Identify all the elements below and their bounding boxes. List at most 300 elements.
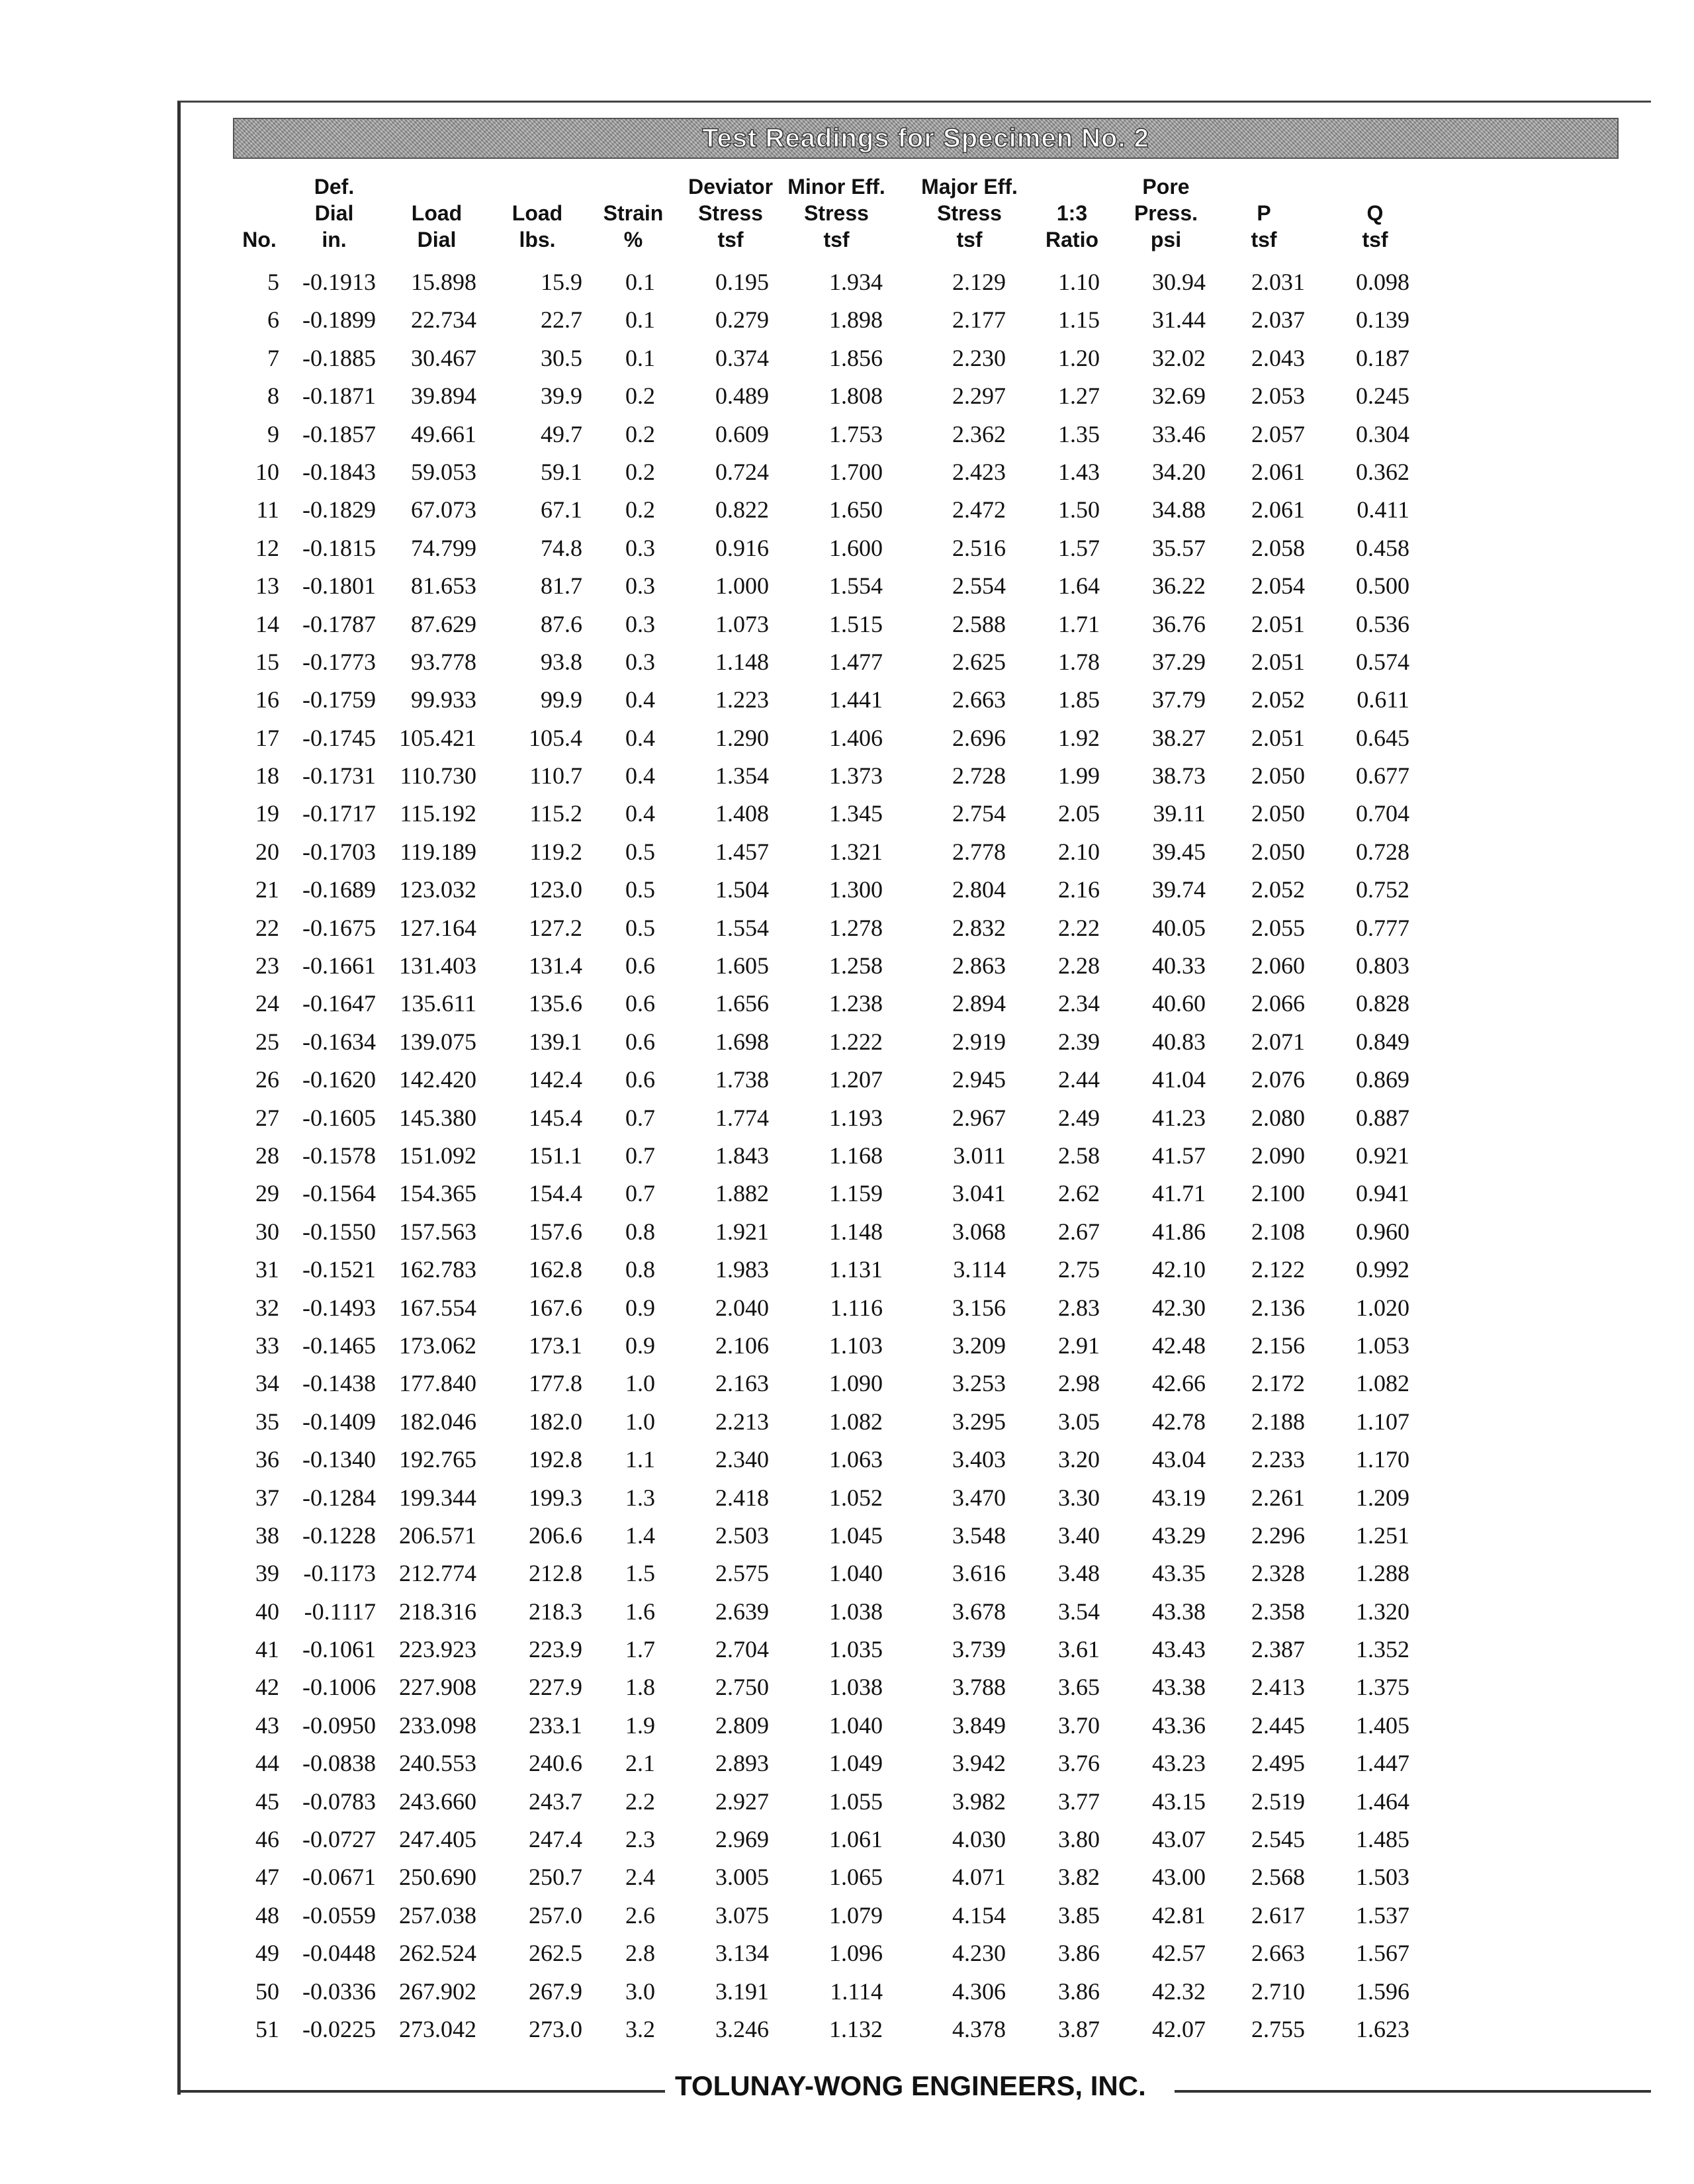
cell-load-lbs: 67.1 bbox=[541, 496, 582, 523]
table-row bbox=[0, 1023, 1694, 1061]
cell-minor-eff-stress: 1.300 bbox=[829, 876, 883, 903]
cell-pore-press: 39.45 bbox=[1152, 838, 1206, 865]
cell-load-dial: 218.316 bbox=[399, 1598, 476, 1625]
cell-def-dial: -0.0559 bbox=[302, 1901, 376, 1929]
column-header-line: Def. bbox=[314, 175, 355, 199]
cell-load-lbs: 127.2 bbox=[529, 914, 582, 941]
cell-pore-press: 37.79 bbox=[1152, 686, 1206, 713]
cell-ratio: 2.67 bbox=[1058, 1218, 1100, 1245]
cell-load-lbs: 267.9 bbox=[529, 1978, 582, 2005]
cell-pore-press: 31.44 bbox=[1152, 306, 1206, 334]
cell-q: 1.251 bbox=[1356, 1522, 1409, 1549]
cell-q: 1.537 bbox=[1356, 1901, 1409, 1929]
column-header-line: tsf bbox=[823, 228, 850, 251]
cell-strain: 2.6 bbox=[625, 1901, 655, 1929]
table-row bbox=[0, 416, 1694, 453]
cell-load-lbs: 273.0 bbox=[529, 2015, 582, 2042]
cell-q: 0.921 bbox=[1356, 1142, 1409, 1169]
cell-ratio: 2.16 bbox=[1058, 876, 1100, 903]
cell-pore-press: 43.36 bbox=[1152, 1711, 1206, 1739]
cell-no: 33 bbox=[255, 1332, 279, 1359]
cell-no: 15 bbox=[255, 648, 279, 675]
column-header-line: in. bbox=[322, 228, 347, 251]
table-row bbox=[0, 2011, 1694, 2048]
cell-strain: 1.4 bbox=[625, 1522, 655, 1549]
cell-def-dial: -0.1493 bbox=[302, 1294, 376, 1321]
cell-q: 0.828 bbox=[1356, 990, 1409, 1017]
cell-major-eff-stress: 3.678 bbox=[952, 1598, 1006, 1625]
cell-minor-eff-stress: 1.038 bbox=[829, 1598, 883, 1625]
column-header-line: tsf bbox=[717, 228, 744, 251]
cell-load-dial: 227.908 bbox=[399, 1674, 476, 1701]
cell-p: 2.051 bbox=[1251, 724, 1305, 751]
table-row bbox=[0, 643, 1694, 681]
cell-pore-press: 42.78 bbox=[1152, 1408, 1206, 1435]
cell-minor-eff-stress: 1.096 bbox=[829, 1940, 883, 1967]
cell-deviator-stress: 2.040 bbox=[715, 1294, 769, 1321]
cell-p: 2.090 bbox=[1251, 1142, 1305, 1169]
cell-load-dial: 267.902 bbox=[399, 1978, 476, 2005]
cell-minor-eff-stress: 1.049 bbox=[829, 1750, 883, 1777]
cell-strain: 0.7 bbox=[625, 1180, 655, 1207]
cell-deviator-stress: 2.704 bbox=[715, 1636, 769, 1663]
cell-pore-press: 40.05 bbox=[1152, 914, 1206, 941]
cell-ratio: 1.99 bbox=[1058, 762, 1100, 790]
cell-major-eff-stress: 3.616 bbox=[952, 1560, 1006, 1587]
cell-major-eff-stress: 3.739 bbox=[952, 1636, 1006, 1663]
cell-major-eff-stress: 2.894 bbox=[952, 990, 1006, 1017]
cell-def-dial: -0.1634 bbox=[302, 1028, 376, 1055]
cell-ratio: 1.50 bbox=[1058, 496, 1100, 523]
cell-no: 21 bbox=[255, 876, 279, 903]
cell-p: 2.445 bbox=[1251, 1711, 1305, 1739]
table-row bbox=[0, 1707, 1694, 1745]
cell-strain: 0.5 bbox=[625, 838, 655, 865]
cell-ratio: 1.57 bbox=[1058, 534, 1100, 561]
cell-deviator-stress: 3.246 bbox=[715, 2015, 769, 2042]
cell-no: 45 bbox=[255, 1788, 279, 1815]
cell-no: 43 bbox=[255, 1711, 279, 1739]
cell-load-lbs: 49.7 bbox=[541, 420, 582, 447]
cell-no: 25 bbox=[255, 1028, 279, 1055]
cell-strain: 3.2 bbox=[625, 2015, 655, 2042]
cell-def-dial: -0.1117 bbox=[304, 1598, 376, 1625]
table-row bbox=[0, 1213, 1694, 1251]
cell-pore-press: 36.22 bbox=[1152, 572, 1206, 600]
column-header-line: Minor Eff. bbox=[787, 175, 885, 199]
cell-pore-press: 42.81 bbox=[1152, 1901, 1206, 1929]
cell-minor-eff-stress: 1.055 bbox=[829, 1788, 883, 1815]
cell-strain: 1.6 bbox=[625, 1598, 655, 1625]
cell-load-dial: 151.092 bbox=[399, 1142, 476, 1169]
cell-minor-eff-stress: 1.035 bbox=[829, 1636, 883, 1663]
cell-ratio: 1.15 bbox=[1058, 306, 1100, 334]
cell-major-eff-stress: 3.548 bbox=[952, 1522, 1006, 1549]
cell-def-dial: -0.1647 bbox=[302, 990, 376, 1017]
cell-minor-eff-stress: 1.052 bbox=[829, 1484, 883, 1511]
cell-major-eff-stress: 3.403 bbox=[952, 1446, 1006, 1473]
footer-rule-left bbox=[179, 2090, 665, 2093]
cell-minor-eff-stress: 1.090 bbox=[829, 1370, 883, 1397]
cell-q: 1.082 bbox=[1356, 1370, 1409, 1397]
cell-def-dial: -0.1578 bbox=[302, 1142, 376, 1169]
cell-def-dial: -0.1173 bbox=[303, 1560, 376, 1587]
cell-minor-eff-stress: 1.063 bbox=[829, 1446, 883, 1473]
column-header-line: lbs. bbox=[519, 228, 556, 251]
cell-strain: 0.5 bbox=[625, 876, 655, 903]
cell-no: 26 bbox=[255, 1066, 279, 1093]
cell-deviator-stress: 1.983 bbox=[715, 1256, 769, 1283]
cell-load-lbs: 218.3 bbox=[529, 1598, 582, 1625]
cell-load-dial: 173.062 bbox=[399, 1332, 476, 1359]
cell-deviator-stress: 1.738 bbox=[715, 1066, 769, 1093]
cell-pore-press: 39.74 bbox=[1152, 876, 1206, 903]
cell-load-lbs: 192.8 bbox=[529, 1446, 582, 1473]
cell-deviator-stress: 1.656 bbox=[715, 990, 769, 1017]
cell-major-eff-stress: 3.041 bbox=[952, 1180, 1006, 1207]
cell-q: 1.209 bbox=[1356, 1484, 1409, 1511]
cell-no: 30 bbox=[255, 1218, 279, 1245]
table-row bbox=[0, 567, 1694, 605]
column-header-line: Stress bbox=[698, 201, 763, 225]
cell-deviator-stress: 1.882 bbox=[715, 1180, 769, 1207]
cell-strain: 1.0 bbox=[625, 1408, 655, 1435]
cell-deviator-stress: 2.639 bbox=[715, 1598, 769, 1625]
cell-strain: 1.8 bbox=[625, 1674, 655, 1701]
cell-ratio: 1.92 bbox=[1058, 724, 1100, 751]
cell-q: 1.170 bbox=[1356, 1446, 1409, 1473]
cell-load-lbs: 119.2 bbox=[529, 838, 582, 865]
cell-deviator-stress: 1.921 bbox=[715, 1218, 769, 1245]
cell-major-eff-stress: 4.030 bbox=[952, 1826, 1006, 1853]
table-row bbox=[0, 529, 1694, 567]
cell-ratio: 2.05 bbox=[1058, 800, 1100, 827]
cell-deviator-stress: 0.195 bbox=[715, 269, 769, 295]
cell-q: 0.245 bbox=[1356, 383, 1409, 410]
cell-p: 2.050 bbox=[1251, 838, 1305, 865]
cell-ratio: 3.65 bbox=[1058, 1674, 1100, 1701]
table-row bbox=[0, 947, 1694, 985]
cell-pore-press: 41.57 bbox=[1152, 1142, 1206, 1169]
cell-def-dial: -0.1284 bbox=[302, 1484, 376, 1511]
cell-pore-press: 43.19 bbox=[1152, 1484, 1206, 1511]
table-row bbox=[0, 606, 1694, 643]
cell-strain: 2.3 bbox=[625, 1826, 655, 1853]
cell-deviator-stress: 1.698 bbox=[715, 1028, 769, 1055]
cell-def-dial: -0.0225 bbox=[302, 2015, 376, 2042]
cell-minor-eff-stress: 1.168 bbox=[829, 1142, 883, 1169]
cell-pore-press: 43.29 bbox=[1152, 1522, 1206, 1549]
cell-major-eff-stress: 2.919 bbox=[952, 1028, 1006, 1055]
cell-deviator-stress: 1.354 bbox=[715, 762, 769, 790]
cell-strain: 0.7 bbox=[625, 1104, 655, 1131]
cell-pore-press: 43.38 bbox=[1152, 1674, 1206, 1701]
cell-p: 2.233 bbox=[1251, 1446, 1305, 1473]
cell-ratio: 1.85 bbox=[1058, 686, 1100, 713]
cell-load-dial: 93.778 bbox=[411, 648, 476, 675]
column-header-line: Press. bbox=[1134, 201, 1198, 225]
cell-no: 19 bbox=[255, 800, 279, 827]
cell-minor-eff-stress: 1.856 bbox=[829, 344, 883, 371]
cell-ratio: 3.70 bbox=[1058, 1711, 1100, 1739]
cell-strain: 0.6 bbox=[625, 990, 655, 1017]
cell-load-dial: 105.421 bbox=[399, 724, 476, 751]
cell-pore-press: 43.15 bbox=[1152, 1788, 1206, 1815]
cell-deviator-stress: 2.106 bbox=[715, 1332, 769, 1359]
cell-ratio: 1.64 bbox=[1058, 572, 1100, 600]
cell-def-dial: -0.1521 bbox=[302, 1256, 376, 1283]
cell-load-lbs: 123.0 bbox=[529, 876, 582, 903]
cell-q: 0.098 bbox=[1356, 269, 1409, 295]
cell-ratio: 3.76 bbox=[1058, 1750, 1100, 1777]
cell-strain: 1.3 bbox=[625, 1484, 655, 1511]
cell-load-lbs: 240.6 bbox=[529, 1750, 582, 1777]
cell-def-dial: -0.1340 bbox=[302, 1446, 376, 1473]
cell-p: 2.413 bbox=[1251, 1674, 1305, 1701]
cell-pore-press: 42.07 bbox=[1152, 2015, 1206, 2042]
cell-def-dial: -0.1885 bbox=[302, 344, 376, 371]
cell-strain: 0.3 bbox=[625, 572, 655, 600]
cell-no: 7 bbox=[267, 344, 279, 371]
table-body bbox=[0, 263, 1694, 2048]
cell-load-lbs: 206.6 bbox=[529, 1522, 582, 1549]
cell-deviator-stress: 3.191 bbox=[715, 1978, 769, 2005]
cell-ratio: 3.80 bbox=[1058, 1826, 1100, 1853]
column-header-line: Dial bbox=[314, 201, 354, 225]
cell-deviator-stress: 0.609 bbox=[715, 420, 769, 447]
cell-q: 1.464 bbox=[1356, 1788, 1409, 1815]
cell-p: 2.545 bbox=[1251, 1826, 1305, 1853]
cell-no: 17 bbox=[255, 724, 279, 751]
cell-load-dial: 177.840 bbox=[399, 1370, 476, 1397]
cell-major-eff-stress: 2.863 bbox=[952, 952, 1006, 979]
cell-pore-press: 41.86 bbox=[1152, 1218, 1206, 1245]
cell-major-eff-stress: 2.728 bbox=[952, 762, 1006, 790]
cell-def-dial: -0.1801 bbox=[302, 572, 376, 600]
table-row bbox=[0, 1783, 1694, 1821]
cell-def-dial: -0.1745 bbox=[302, 724, 376, 751]
cell-pore-press: 41.71 bbox=[1152, 1180, 1206, 1207]
cell-major-eff-stress: 3.788 bbox=[952, 1674, 1006, 1701]
cell-load-dial: 87.629 bbox=[411, 610, 476, 637]
cell-pore-press: 43.35 bbox=[1152, 1560, 1206, 1587]
cell-pore-press: 35.57 bbox=[1152, 534, 1206, 561]
cell-deviator-stress: 1.000 bbox=[715, 572, 769, 600]
cell-no: 11 bbox=[256, 496, 279, 523]
cell-load-dial: 74.799 bbox=[411, 534, 476, 561]
cell-p: 2.052 bbox=[1251, 686, 1305, 713]
column-header-line: Major Eff. bbox=[921, 175, 1018, 199]
cell-ratio: 1.43 bbox=[1058, 458, 1100, 485]
cell-ratio: 3.48 bbox=[1058, 1560, 1100, 1587]
cell-p: 2.122 bbox=[1251, 1256, 1305, 1283]
cell-no: 28 bbox=[255, 1142, 279, 1169]
cell-major-eff-stress: 3.011 bbox=[953, 1142, 1006, 1169]
cell-major-eff-stress: 2.588 bbox=[952, 610, 1006, 637]
cell-def-dial: -0.1731 bbox=[302, 762, 376, 790]
cell-load-lbs: 93.8 bbox=[541, 648, 582, 675]
cell-pore-press: 40.60 bbox=[1152, 990, 1206, 1017]
cell-pore-press: 33.46 bbox=[1152, 420, 1206, 447]
cell-minor-eff-stress: 1.116 bbox=[830, 1294, 883, 1321]
cell-minor-eff-stress: 1.148 bbox=[829, 1218, 883, 1245]
cell-minor-eff-stress: 1.278 bbox=[829, 914, 883, 941]
cell-strain: 0.4 bbox=[625, 762, 655, 790]
cell-minor-eff-stress: 1.193 bbox=[829, 1104, 883, 1131]
table-title: Test Readings for Specimen No. 2 bbox=[702, 123, 1149, 153]
cell-q: 1.053 bbox=[1356, 1332, 1409, 1359]
cell-minor-eff-stress: 1.238 bbox=[829, 990, 883, 1017]
cell-load-dial: 154.365 bbox=[399, 1180, 476, 1207]
cell-pore-press: 38.27 bbox=[1152, 724, 1206, 751]
cell-q: 1.020 bbox=[1356, 1294, 1409, 1321]
cell-load-lbs: 22.7 bbox=[541, 306, 582, 334]
cell-minor-eff-stress: 1.808 bbox=[829, 383, 883, 410]
cell-load-lbs: 110.7 bbox=[529, 762, 582, 790]
cell-def-dial: -0.1787 bbox=[302, 610, 376, 637]
cell-def-dial: -0.0838 bbox=[302, 1750, 376, 1777]
cell-strain: 0.6 bbox=[625, 1028, 655, 1055]
cell-load-lbs: 115.2 bbox=[529, 800, 582, 827]
cell-minor-eff-stress: 1.045 bbox=[829, 1522, 883, 1549]
cell-load-lbs: 145.4 bbox=[529, 1104, 582, 1131]
cell-def-dial: -0.1703 bbox=[302, 838, 376, 865]
cell-minor-eff-stress: 1.040 bbox=[829, 1711, 883, 1739]
cell-p: 2.358 bbox=[1251, 1598, 1305, 1625]
cell-major-eff-stress: 4.154 bbox=[952, 1901, 1006, 1929]
cell-load-dial: 240.553 bbox=[399, 1750, 476, 1777]
cell-strain: 2.1 bbox=[625, 1750, 655, 1777]
cell-def-dial: -0.1006 bbox=[302, 1674, 376, 1701]
cell-major-eff-stress: 4.071 bbox=[952, 1864, 1006, 1891]
cell-q: 1.447 bbox=[1356, 1750, 1409, 1777]
cell-minor-eff-stress: 1.406 bbox=[829, 724, 883, 751]
cell-load-dial: 49.661 bbox=[411, 420, 476, 447]
cell-minor-eff-stress: 1.700 bbox=[829, 458, 883, 485]
cell-pore-press: 41.23 bbox=[1152, 1104, 1206, 1131]
column-header-line: Pore bbox=[1142, 175, 1190, 199]
title-bar bbox=[233, 118, 1619, 159]
cell-p: 2.051 bbox=[1251, 610, 1305, 637]
cell-load-dial: 131.403 bbox=[399, 952, 476, 979]
cell-major-eff-stress: 3.295 bbox=[952, 1408, 1006, 1435]
cell-strain: 1.0 bbox=[625, 1370, 655, 1397]
cell-pore-press: 38.73 bbox=[1152, 762, 1206, 790]
cell-ratio: 1.71 bbox=[1058, 610, 1100, 637]
cell-strain: 0.8 bbox=[625, 1218, 655, 1245]
cell-p: 2.050 bbox=[1251, 762, 1305, 790]
cell-ratio: 3.87 bbox=[1058, 2015, 1100, 2042]
cell-deviator-stress: 0.916 bbox=[715, 534, 769, 561]
cell-minor-eff-stress: 1.373 bbox=[829, 762, 883, 790]
cell-deviator-stress: 1.223 bbox=[715, 686, 769, 713]
cell-major-eff-stress: 2.832 bbox=[952, 914, 1006, 941]
cell-deviator-stress: 2.503 bbox=[715, 1522, 769, 1549]
cell-def-dial: -0.1661 bbox=[302, 952, 376, 979]
column-header-line: tsf bbox=[1362, 228, 1388, 251]
cell-load-lbs: 167.6 bbox=[529, 1294, 582, 1321]
cell-no: 48 bbox=[255, 1901, 279, 1929]
cell-q: 0.139 bbox=[1356, 306, 1409, 334]
cell-deviator-stress: 2.418 bbox=[715, 1484, 769, 1511]
cell-p: 2.031 bbox=[1251, 269, 1305, 295]
cell-def-dial: -0.0336 bbox=[302, 1978, 376, 2005]
cell-strain: 0.3 bbox=[625, 610, 655, 637]
cell-no: 13 bbox=[255, 572, 279, 600]
cell-load-lbs: 233.1 bbox=[529, 1711, 582, 1739]
cell-q: 1.623 bbox=[1356, 2015, 1409, 2042]
table-row bbox=[0, 1897, 1694, 1934]
cell-def-dial: -0.0727 bbox=[302, 1826, 376, 1853]
cell-strain: 0.1 bbox=[625, 269, 655, 295]
cell-load-dial: 59.053 bbox=[411, 458, 476, 485]
cell-q: 0.500 bbox=[1356, 572, 1409, 600]
column-header-line: psi bbox=[1150, 228, 1182, 251]
cell-q: 0.992 bbox=[1356, 1256, 1409, 1283]
cell-load-lbs: 227.9 bbox=[529, 1674, 582, 1701]
table-row bbox=[0, 1745, 1694, 1782]
cell-q: 0.611 bbox=[1357, 686, 1409, 713]
cell-p: 2.136 bbox=[1251, 1294, 1305, 1321]
cell-minor-eff-stress: 1.207 bbox=[829, 1066, 883, 1093]
cell-load-dial: 157.563 bbox=[399, 1218, 476, 1245]
cell-strain: 0.9 bbox=[625, 1332, 655, 1359]
cell-deviator-stress: 1.605 bbox=[715, 952, 769, 979]
cell-deviator-stress: 2.340 bbox=[715, 1446, 769, 1473]
cell-def-dial: -0.0671 bbox=[302, 1864, 376, 1891]
cell-q: 0.869 bbox=[1356, 1066, 1409, 1093]
cell-def-dial: -0.1899 bbox=[302, 306, 376, 334]
table-row bbox=[0, 377, 1694, 415]
cell-p: 2.387 bbox=[1251, 1636, 1305, 1663]
table-row bbox=[0, 263, 1694, 301]
cell-deviator-stress: 3.134 bbox=[715, 1940, 769, 1967]
cell-p: 2.755 bbox=[1251, 2015, 1305, 2042]
table-row bbox=[0, 1137, 1694, 1175]
cell-p: 2.066 bbox=[1251, 990, 1305, 1017]
cell-pore-press: 41.04 bbox=[1152, 1066, 1206, 1093]
cell-ratio: 2.58 bbox=[1058, 1142, 1100, 1169]
column-header-q bbox=[1309, 171, 1441, 253]
column-header-line: Deviator bbox=[688, 175, 774, 199]
cell-ratio: 1.20 bbox=[1058, 344, 1100, 371]
cell-minor-eff-stress: 1.082 bbox=[829, 1408, 883, 1435]
cell-load-lbs: 257.0 bbox=[529, 1901, 582, 1929]
table-row bbox=[0, 1821, 1694, 1858]
cell-q: 0.645 bbox=[1356, 724, 1409, 751]
cell-deviator-stress: 2.213 bbox=[715, 1408, 769, 1435]
table-row bbox=[0, 1517, 1694, 1555]
cell-deviator-stress: 2.893 bbox=[715, 1750, 769, 1777]
cell-ratio: 1.35 bbox=[1058, 420, 1100, 447]
cell-load-lbs: 154.4 bbox=[529, 1180, 582, 1207]
cell-load-dial: 182.046 bbox=[399, 1408, 476, 1435]
cell-p: 2.053 bbox=[1251, 383, 1305, 410]
cell-deviator-stress: 2.750 bbox=[715, 1674, 769, 1701]
cell-no: 46 bbox=[255, 1826, 279, 1853]
cell-minor-eff-stress: 1.114 bbox=[830, 1978, 883, 2005]
cell-major-eff-stress: 2.129 bbox=[952, 269, 1006, 295]
cell-major-eff-stress: 2.696 bbox=[952, 724, 1006, 751]
cell-ratio: 3.54 bbox=[1058, 1598, 1100, 1625]
cell-q: 0.458 bbox=[1356, 534, 1409, 561]
cell-ratio: 2.62 bbox=[1058, 1180, 1100, 1207]
cell-major-eff-stress: 3.942 bbox=[952, 1750, 1006, 1777]
cell-load-lbs: 59.1 bbox=[541, 458, 582, 485]
cell-def-dial: -0.0950 bbox=[302, 1711, 376, 1739]
cell-no: 16 bbox=[255, 686, 279, 713]
cell-no: 9 bbox=[267, 420, 279, 447]
